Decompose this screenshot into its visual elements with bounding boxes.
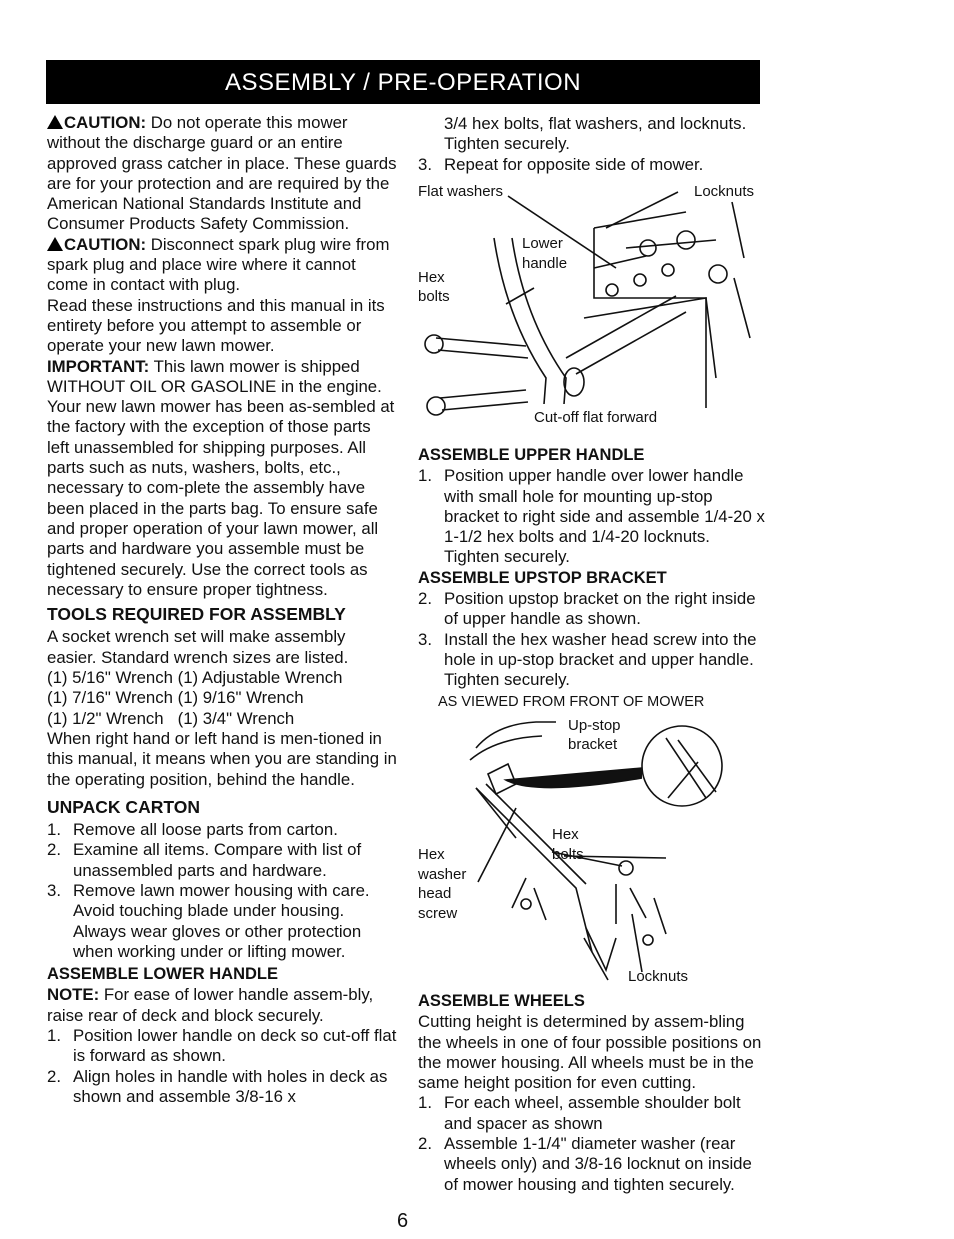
list-item: 1. For each wheel, assemble shoulder bolt and spacer as shown xyxy=(418,1093,741,1133)
caution-label: CAUTION: xyxy=(64,234,147,254)
list-item: 3. Remove lawn mower housing with care. Avoid touching blade under housing. Always wear gloves or other protection when working under or lifting mower. xyxy=(47,880,370,961)
list-item: 3. Install the hex washer head screw into the hole in up-stop bracket and upper handle. Tighten securely. xyxy=(418,629,757,690)
list-item: 1. Position lower handle on deck so cut-off flat is forward as shown. xyxy=(47,1026,397,1066)
list-item: 2. Position upstop bracket on the right inside of upper handle as shown. xyxy=(418,589,756,629)
wheels-intro: Cutting height is determined by assem-bling the wheels in one of four possible positions on the mower housing. All wheels must be in the same height position for even cutting. xyxy=(418,1012,762,1093)
label-hex-left: Hex xyxy=(418,846,445,863)
warning-triangle-icon xyxy=(47,237,63,251)
label-cutoff-flat: Cut-off flat forward xyxy=(534,409,658,426)
right-column-bottom xyxy=(418,989,768,1195)
caution-paragraph-2 xyxy=(47,235,397,296)
caution-text: Disconnect spark plug wire from spark plug and place wire where it cannot come in contact with plug. xyxy=(47,234,390,295)
lower-handle-heading: ASSEMBLE LOWER HANDLE xyxy=(47,965,278,984)
list-item: 2. Align holes in handle with holes in deck as shown and assemble 3/8-16 x xyxy=(47,1066,388,1106)
label-handle: handle xyxy=(522,255,568,272)
upper-handle-heading: ASSEMBLE UPPER HANDLE xyxy=(418,446,645,464)
list-item: 2. Examine all items. Compare with list of unassembled parts and hardware. xyxy=(47,840,362,880)
list-item: 1. Remove all loose parts from carton. xyxy=(47,820,338,840)
right-column-middle xyxy=(418,443,768,691)
label-flat-washers: Flat washers xyxy=(418,183,504,200)
wheels-heading: ASSEMBLE WHEELS xyxy=(418,992,585,1010)
unpack-list xyxy=(47,820,397,962)
read-instructions-paragraph: Read these instructions and this manual in its entirety before you attempt to assemble or operate your new lawn mower. xyxy=(47,295,385,356)
label-screw: screw xyxy=(418,905,458,922)
tools-intro: A socket wrench set will make assembly easier. Standard wrench sizes are listed. xyxy=(47,627,349,667)
lower-handle-figure xyxy=(416,178,766,440)
figure-caption: AS VIEWED FROM FRONT OF MOWER xyxy=(438,694,705,710)
upstop-list xyxy=(418,589,768,690)
label-locknuts: Locknuts xyxy=(628,968,689,985)
tools-line: (1) 7/16" Wrench (1) 9/16" Wrench xyxy=(47,688,304,708)
note-label: NOTE: xyxy=(47,985,100,1005)
continued-step-text: 3/4 hex bolts, flat washers, and locknuts. Tighten securely. xyxy=(444,114,747,154)
label-upstop: Up-stop xyxy=(568,717,621,734)
lower-handle-list-continued xyxy=(418,155,768,175)
page-number: 6 xyxy=(397,1210,409,1232)
upstop-bracket-figure xyxy=(416,688,766,988)
factory-assembly-paragraph: Your new lawn mower has been as-sembled at the factory with the exception of those parts left unassembled for shipping purposes. All parts such as nuts, washers, bolts, etc., necessary to com-plete the assembly have been placed in the parts bag. To ensure safe and proper operation of your lawn mower, all parts and hardware you assemble must be tightened securely. Use the correct tools as necessary to ensure proper tightness. xyxy=(47,397,395,599)
important-text: This lawn mower is shipped WITHOUT OIL OR GASOLINE in the engine. xyxy=(47,356,382,396)
list-item: 1. Position upper handle over lower handle with small hole for mounting up-stop bracket to right side and assemble 1/4-20 x 1-1/2 hex bolts and 1/4-20 locknuts. Tighten securely. xyxy=(418,466,765,567)
unpack-heading: UNPACK CARTON xyxy=(47,796,200,817)
label-hex-right: Hex xyxy=(552,826,579,843)
upper-handle-list xyxy=(418,466,768,567)
tools-line: (1) 5/16" Wrench (1) Adjustable Wrench xyxy=(47,668,343,688)
wheels-list xyxy=(418,1093,768,1194)
label-bolts-right: bolts xyxy=(552,846,584,863)
caution-label: CAUTION: xyxy=(64,113,147,132)
list-item: 2. Assemble 1-1/4" diameter washer (rear wheels only) and 3/8-16 locknut on inside of mower housing and tighten securely. xyxy=(418,1134,752,1194)
lower-handle-drawing xyxy=(425,192,750,415)
tools-line: (1) 1/2" Wrench (1) 3/4" Wrench xyxy=(47,708,295,728)
upstop-drawing xyxy=(470,722,722,980)
hand-definition-paragraph: When right hand or left hand is men-tioned in this manual, it means when you are standing in the operating position, behind the handle. xyxy=(47,728,397,789)
list-item: 3. Repeat for opposite side of mower. xyxy=(418,154,704,174)
section-banner: ASSEMBLY / PRE-OPERATION xyxy=(46,60,760,104)
caution-text: Do not operate this mower without the discharge guard or an entire approved grass catcher in place. These guards are for your protection and are required by the American National Standards Institute and Consumer Products Safety Commission. xyxy=(47,113,397,234)
note-paragraph xyxy=(47,985,397,1026)
label-washer: washer xyxy=(418,866,467,883)
warning-triangle-icon xyxy=(47,115,63,129)
left-column xyxy=(47,113,397,1107)
right-column-top xyxy=(418,114,768,175)
label-lower: Lower xyxy=(522,235,563,252)
label-hex: Hex xyxy=(418,269,445,286)
label-locknuts: Locknuts xyxy=(694,183,755,200)
lower-handle-list xyxy=(47,1026,397,1107)
label-bracket: bracket xyxy=(568,736,618,753)
tools-heading: TOOLS REQUIRED FOR ASSEMBLY xyxy=(47,604,346,625)
note-text: For ease of lower handle assem-bly, raise rear of deck and block securely. xyxy=(47,985,374,1025)
caution-paragraph-1 xyxy=(47,113,397,235)
label-head: head xyxy=(418,885,452,902)
upstop-heading: ASSEMBLE UPSTOP BRACKET xyxy=(418,568,667,587)
label-bolts: bolts xyxy=(418,288,450,305)
important-label: IMPORTANT: xyxy=(47,356,150,376)
important-paragraph xyxy=(47,357,397,398)
